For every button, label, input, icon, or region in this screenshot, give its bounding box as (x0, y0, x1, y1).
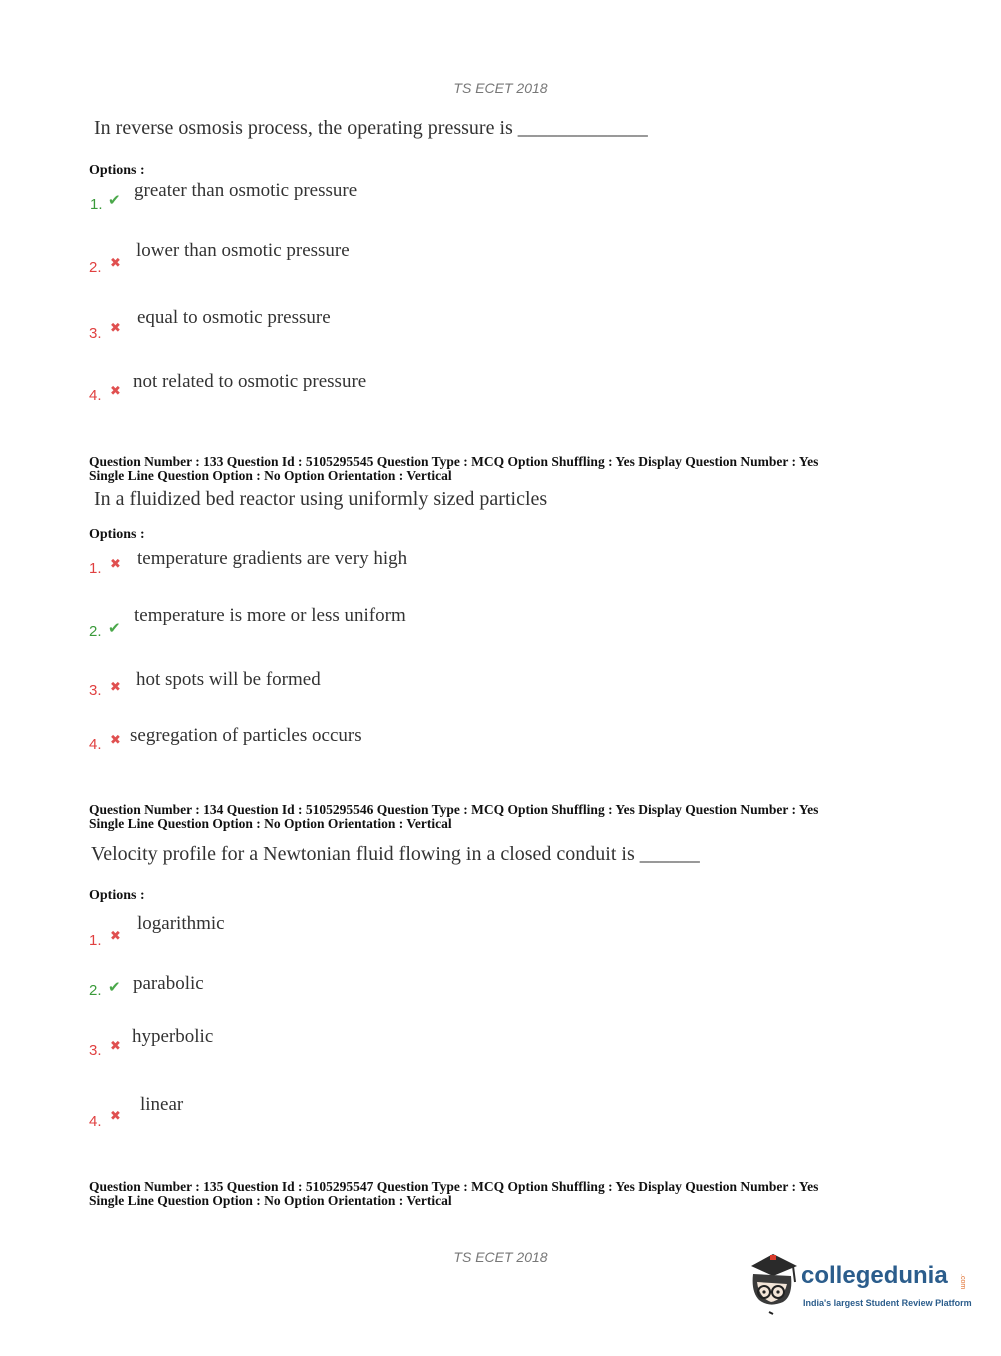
option-number: 4. (89, 387, 102, 404)
option-number: 4. (89, 1113, 102, 1130)
question-text-134: Velocity profile for a Newtonian fluid flowing in a closed conduit is ______ (91, 843, 700, 865)
option-text: logarithmic (137, 913, 225, 934)
option-text: lower than osmotic pressure (136, 240, 350, 261)
question-meta: Single Line Question Option : No Option Orientation : Vertical (89, 468, 452, 483)
mascot-icon (745, 1252, 801, 1317)
options-label: Options : (89, 527, 145, 542)
options-label: Options : (89, 163, 145, 178)
collegedunia-logo (745, 1252, 970, 1317)
cross-icon: ✖ (110, 733, 121, 748)
option-text: hyperbolic (132, 1026, 214, 1047)
logo-wordmark: collegedunia (801, 1262, 948, 1289)
question-meta: Single Line Question Option : No Option Orientation : Vertical (89, 1193, 452, 1208)
check-icon: ✔ (108, 191, 121, 209)
check-icon: ✔ (108, 978, 121, 996)
option-number: 3. (89, 325, 102, 342)
cross-icon: ✖ (110, 557, 121, 572)
option-number: 2. (89, 259, 102, 276)
option-number: 1. (90, 196, 103, 213)
option-number: 2. (89, 623, 102, 640)
question-text-133: In a fluidized bed reactor using uniformly sized particles (94, 488, 548, 510)
question-meta: Question Number : 135 Question Id : 5105295547 Question Type : MCQ Option Shuffling : Yes Display Question Number : Yes (89, 1179, 819, 1194)
option-text: linear (140, 1094, 184, 1115)
cross-icon: ✖ (110, 384, 121, 399)
question-meta: Question Number : 134 Question Id : 5105295546 Question Type : MCQ Option Shuffling : Yes Display Question Number : Yes (89, 802, 819, 817)
option-text: not related to osmotic pressure (133, 371, 367, 392)
option-text: equal to osmotic pressure (137, 307, 331, 328)
option-text: greater than osmotic pressure (134, 180, 358, 201)
option-text: segregation of particles occurs (130, 725, 362, 746)
page-header: TS ECET 2018 (453, 80, 548, 96)
option-number: 4. (89, 736, 102, 753)
page-footer: TS ECET 2018 (453, 1249, 548, 1265)
option-number: 1. (89, 560, 102, 577)
cross-icon: ✖ (110, 321, 121, 336)
option-text: parabolic (133, 973, 204, 994)
question-meta: Question Number : 133 Question Id : 5105295545 Question Type : MCQ Option Shuffling : Yes Display Question Number : Yes (89, 454, 819, 469)
cross-icon: ✖ (110, 680, 121, 695)
cross-icon: ✖ (110, 256, 121, 271)
cross-icon: ✖ (110, 1109, 121, 1124)
option-text: temperature is more or less uniform (134, 605, 406, 626)
option-number: 2. (89, 982, 102, 999)
option-number: 3. (89, 1042, 102, 1059)
option-text: temperature gradients are very high (137, 548, 408, 569)
check-icon: ✔ (108, 619, 121, 637)
option-number: 1. (89, 932, 102, 949)
option-number: 3. (89, 682, 102, 699)
cross-icon: ✖ (110, 929, 121, 944)
cross-icon: ✖ (110, 1039, 121, 1054)
option-text: hot spots will be formed (136, 669, 321, 690)
question-text-132: In reverse osmosis process, the operating pressure is _____________ (94, 117, 648, 139)
logo-domain: .com (959, 1274, 966, 1290)
logo-tagline: India's largest Student Review Platform (803, 1298, 972, 1308)
options-label: Options : (89, 888, 145, 903)
question-meta: Single Line Question Option : No Option Orientation : Vertical (89, 816, 452, 831)
